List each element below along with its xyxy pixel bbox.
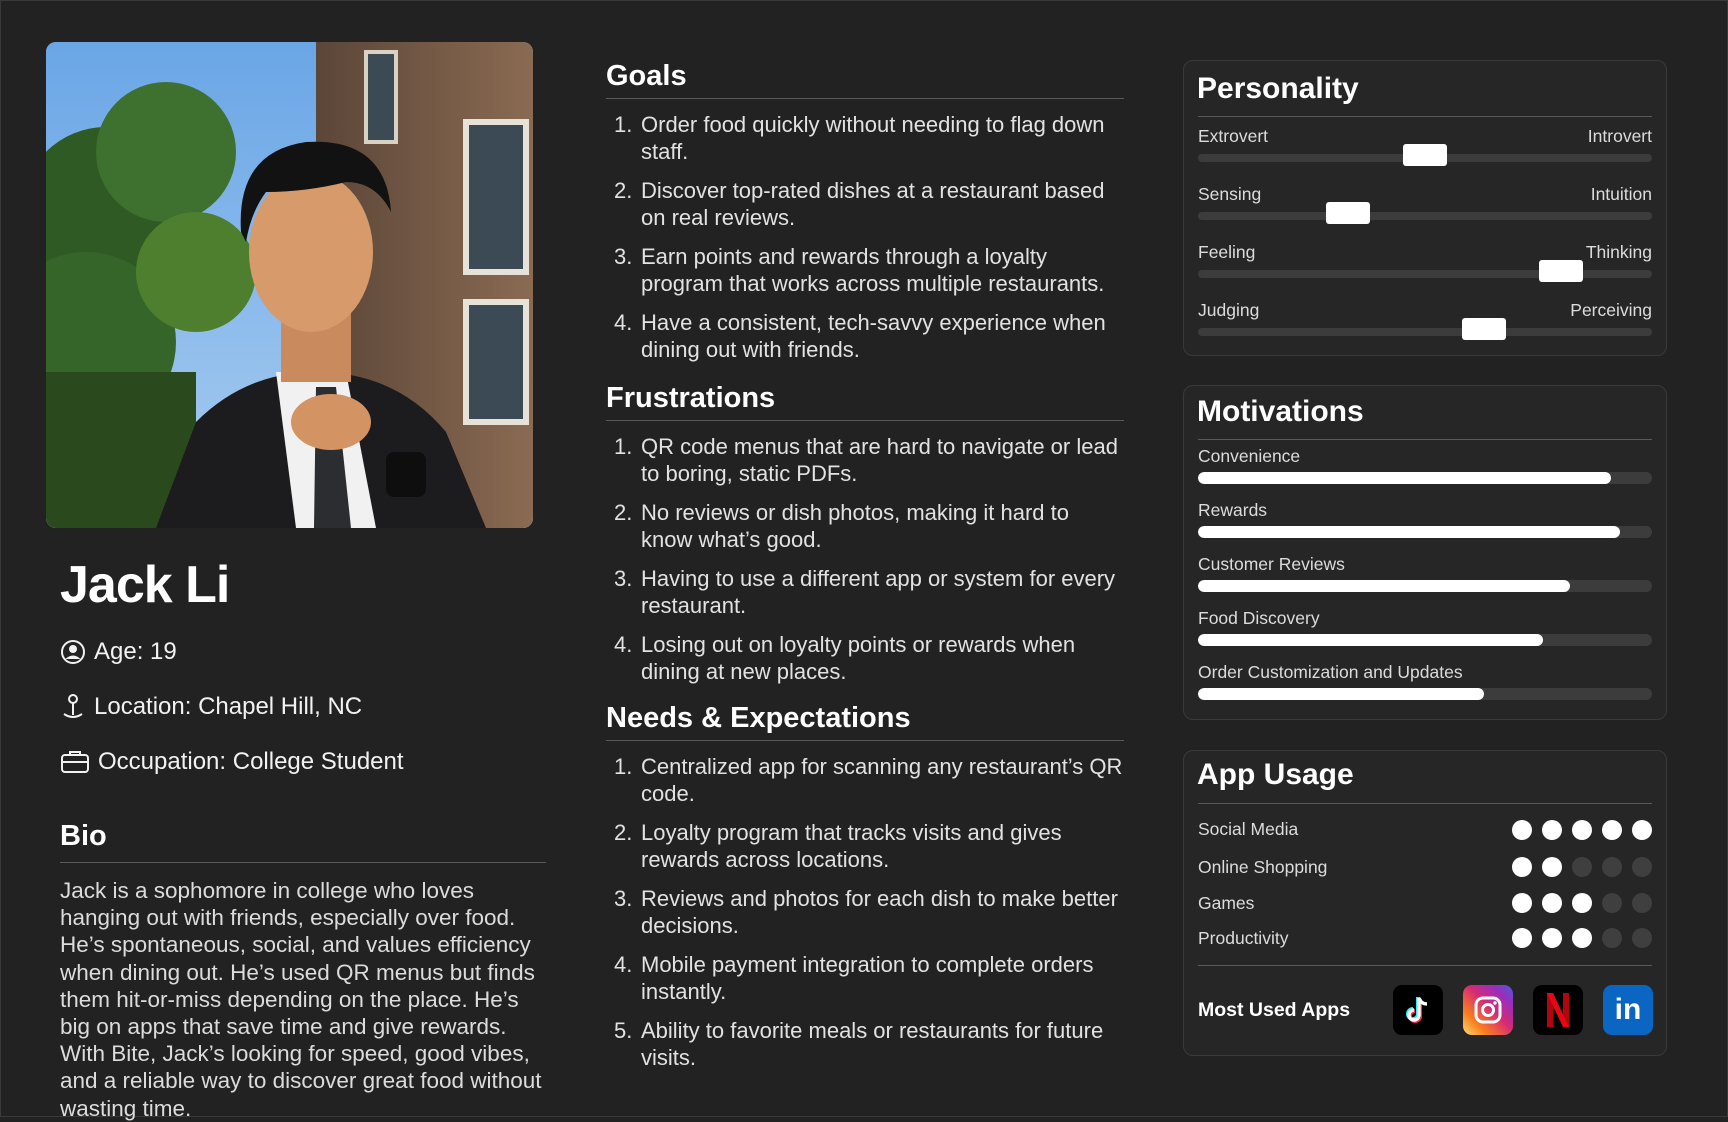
rating-dot-filled [1542,857,1562,877]
rating-dot-empty [1572,857,1592,877]
motivation-bar [1198,688,1652,700]
motivation-bar [1198,472,1652,484]
rating-dot-filled [1512,893,1532,913]
user-circle-icon [60,639,86,665]
goals-list [606,111,1124,363]
usage-rating [1512,928,1652,948]
list-item: 4. Losing out on loyalty points or rewards when dining at new places. [614,632,1076,684]
motivation-bar [1198,580,1652,592]
motivation-label: Customer Reviews [1198,554,1345,574]
trait-left-label: Feeling [1198,242,1256,262]
list-item: 4. Have a consistent, tech-savvy experience when dining out with friends. [614,310,1106,362]
frustrations-heading: Frustrations [606,382,776,414]
list-item: 2. Loyalty program that tracks visits and gives rewards across locations. [614,820,1062,872]
location-row [60,693,362,721]
motivation-label: Convenience [1198,446,1301,466]
rating-dot-empty [1632,857,1652,877]
divider [606,740,1124,741]
slider-knob [1462,318,1506,340]
personality-heading: Personality [1197,72,1359,105]
motivation-label: Rewards [1198,500,1268,520]
briefcase-icon [60,749,90,775]
slider-knob [1326,202,1370,224]
list-item: 1. Centralized app for scanning any restaurant’s QR code. [614,754,1123,806]
goals-heading: Goals [606,60,687,92]
trait-slider [1198,328,1652,336]
divider [606,420,1124,421]
divider [1198,965,1652,966]
rating-dot-filled [1572,820,1592,840]
rating-dot-empty [1632,893,1652,913]
usage-label: Productivity [1198,928,1289,948]
usage-rating [1512,820,1652,840]
usage-rating [1512,893,1652,913]
slider-knob [1403,144,1447,166]
motivation-bar [1198,634,1652,646]
usage-rating [1512,857,1652,877]
list-item: 5. Ability to favorite meals or restaurants for future visits. [614,1018,1104,1070]
app-usage-card [1183,750,1667,1056]
motivation-bar [1198,526,1652,538]
list-item: 3. Having to use a different app or system for every restaurant. [614,566,1116,618]
bio-text: Jack is a sophomore in college who loves hanging out with friends, especially over food. He’s spontaneous, social, and values efficiency when dining out. He’s used QR menus but finds them hit-or-miss depending on the place. He’s big on apps that save time and give rewards. With Bite, Jack’s looking for speed, good vibes, and a reliable way to discover great food without wasting time. [60,878,542,1121]
trait-right-label: Introvert [1587,126,1652,146]
persona-name: Jack Li [60,556,230,614]
rating-dot-filled [1512,928,1532,948]
list-item: 1. Order food quickly without needing to flag down staff. [614,112,1105,164]
trait-left-label: Judging [1198,300,1260,320]
divider [606,98,1124,99]
netflix-icon[interactable] [1533,985,1583,1035]
rating-dot-filled [1572,928,1592,948]
rating-dot-filled [1542,820,1562,840]
rating-dot-empty [1602,928,1622,948]
bio-heading: Bio [60,820,107,852]
most-used-label: Most Used Apps [1198,999,1351,1021]
rating-dot-filled [1602,820,1622,840]
location-text: Location: Chapel Hill, NC [94,693,363,720]
frustrations-list [606,433,1124,685]
motivation-fill [1198,580,1570,592]
tiktok-icon[interactable] [1393,985,1443,1035]
occupation-text: Occupation: College Student [98,748,404,775]
trait-left-label: Sensing [1198,184,1262,204]
trait-slider [1198,154,1652,162]
needs-section [606,702,1124,1083]
needs-heading: Needs & Expectations [606,702,911,734]
rating-dot-filled [1542,928,1562,948]
linkedin-icon[interactable]: in [1603,985,1653,1035]
usage-label: Online Shopping [1198,857,1328,877]
rating-dot-empty [1602,893,1622,913]
slider-knob [1539,260,1583,282]
motivations-card [1183,385,1667,720]
motivation-fill [1198,472,1611,484]
motivations-heading: Motivations [1197,395,1364,428]
age-text: Age: 19 [94,638,177,665]
list-item: 3. Earn points and rewards through a loyalty program that works across multiple restaurants. [614,244,1105,296]
motivation-label: Order Customization and Updates [1198,662,1463,682]
divider [60,862,546,863]
list-item: 4. Mobile payment integration to complete orders instantly. [614,952,1094,1004]
rating-dot-empty [1602,857,1622,877]
location-pin-icon [60,693,86,721]
motivation-fill [1198,634,1543,646]
rating-dot-empty [1632,928,1652,948]
goals-section [606,60,1124,375]
trait-left-label: Extrovert [1198,126,1269,146]
divider [1198,803,1652,804]
rating-dot-filled [1542,893,1562,913]
list-item: 1. QR code menus that are hard to navigate or lead to boring, static PDFs. [614,434,1118,486]
rating-dot-filled [1512,857,1532,877]
motivation-fill [1198,526,1620,538]
profile-photo [46,42,533,528]
motivation-fill [1198,688,1484,700]
trait-right-label: Thinking [1585,242,1652,262]
needs-list [606,753,1124,1071]
personality-card [1183,60,1667,356]
frustrations-section [606,382,1124,697]
trait-slider [1198,212,1652,220]
usage-label: Social Media [1198,819,1299,839]
rating-dot-filled [1632,820,1652,840]
list-item: 2. No reviews or dish photos, making it hard to know what’s good. [614,500,1069,552]
rating-dot-filled [1572,893,1592,913]
motivation-label: Food Discovery [1198,608,1320,628]
trait-right-label: Perceiving [1570,300,1652,320]
list-item: 3. Reviews and photos for each dish to make better decisions. [614,886,1118,938]
age-row [60,638,177,666]
app-usage-heading: App Usage [1197,758,1354,791]
divider [1198,116,1652,117]
instagram-icon[interactable] [1463,985,1513,1035]
occupation-row [60,748,404,776]
rating-dot-filled [1512,820,1532,840]
trait-slider [1198,270,1652,278]
divider [1198,439,1652,440]
list-item: 2. Discover top-rated dishes at a restaurant based on real reviews. [614,178,1105,230]
trait-right-label: Intuition [1590,184,1652,204]
usage-label: Games [1198,893,1255,913]
